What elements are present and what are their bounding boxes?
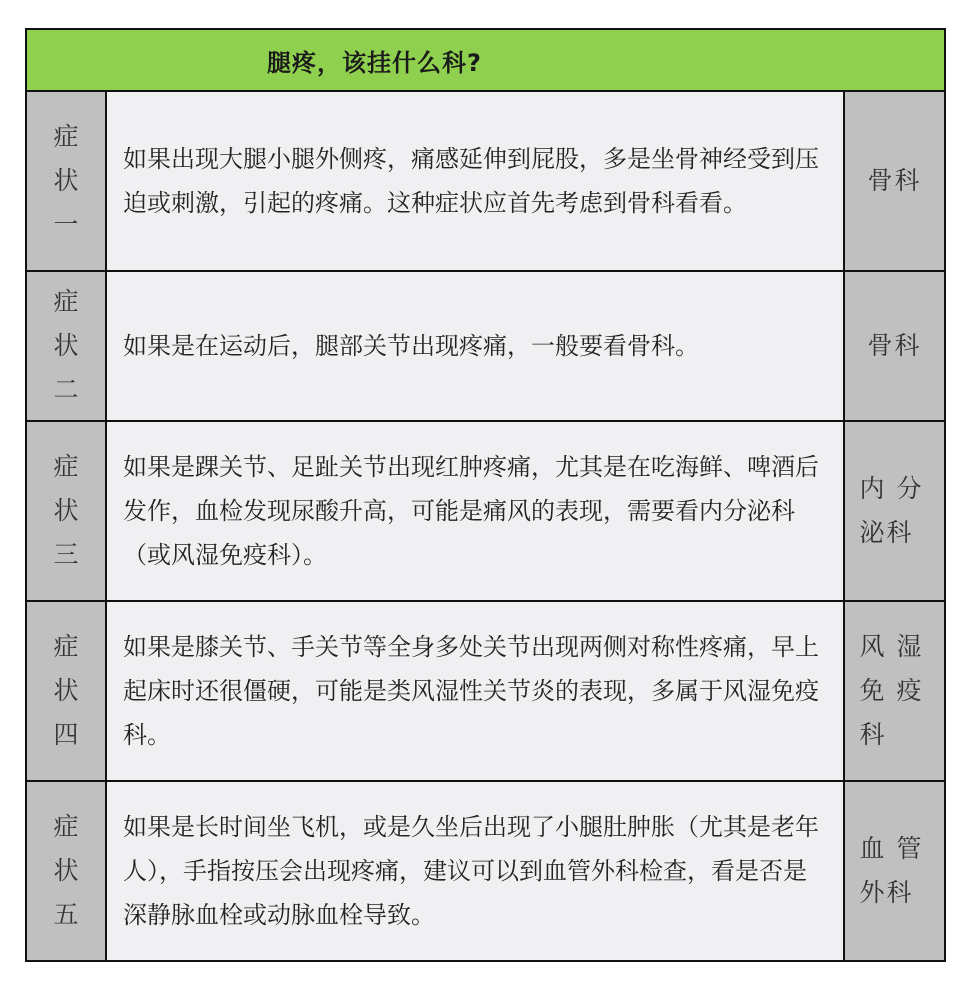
department-name: 骨科: [867, 331, 922, 360]
department-name: 骨科: [867, 166, 922, 195]
table-row-symptom-2: [27, 272, 944, 422]
symptom-label-cell: [27, 422, 107, 600]
department-cell: [845, 782, 944, 960]
symptom-label: 症状四: [53, 632, 79, 749]
symptom-description: 如果是踝关节、足趾关节出现红肿疼痛，尤其是在吃海鲜、啤酒后发作，血检发现尿酸升高，可能是痛风的表现，需要看内分泌科（或风湿免疫科）。: [123, 453, 819, 569]
symptom-label: 症状五: [53, 812, 79, 929]
symptom-label: 症状一: [53, 122, 79, 239]
symptom-description: 如果是在运动后，腿部关节出现疼痛，一般要看骨科。: [123, 332, 699, 360]
symptom-description-cell: [107, 602, 845, 780]
symptom-description-cell: [107, 92, 845, 270]
department-cell: [845, 92, 944, 270]
table-row-symptom-4: [27, 602, 944, 782]
table-row-symptom-5: [27, 782, 944, 960]
symptom-label-cell: [27, 272, 107, 420]
symptom-label-cell: [27, 602, 107, 780]
department-cell: [845, 602, 944, 780]
department-name: 血 管 外科: [859, 834, 924, 907]
symptom-description-cell: [107, 782, 845, 960]
symptom-description-cell: [107, 272, 845, 420]
symptom-description: 如果是长时间坐飞机，或是久坐后出现了小腿肚肿胀（尤其是老年人），手指按压会出现疼痛，建议可以到血管外科检查，看是否是深静脉血栓或动脉血栓导致。: [123, 813, 819, 929]
symptom-label-cell: [27, 92, 107, 270]
symptom-label: 症状二: [53, 287, 79, 404]
table-title: 腿疼，该挂什么科?: [267, 48, 482, 77]
symptom-label: 症状三: [53, 452, 79, 569]
table-row-symptom-1: [27, 92, 944, 272]
department-guide-table: [25, 28, 946, 962]
department-cell: [845, 422, 944, 600]
table-row-symptom-3: [27, 422, 944, 602]
department-name: 风 湿 免 疫 科: [859, 632, 924, 749]
table-header: [27, 30, 944, 92]
department-cell: [845, 272, 944, 420]
symptom-description: 如果出现大腿小腿外侧疼，痛感延伸到屁股，多是坐骨神经受到压迫或刺激，引起的疼痛。这种症状应首先考虑到骨科看看。: [123, 145, 819, 217]
symptom-description: 如果是膝关节、手关节等全身多处关节出现两侧对称性疼痛，早上起床时还很僵硬，可能是类风湿性关节炎的表现，多属于风湿免疫科。: [123, 633, 819, 749]
symptom-label-cell: [27, 782, 107, 960]
department-name: 内 分 泌科: [859, 474, 924, 547]
symptom-description-cell: [107, 422, 845, 600]
